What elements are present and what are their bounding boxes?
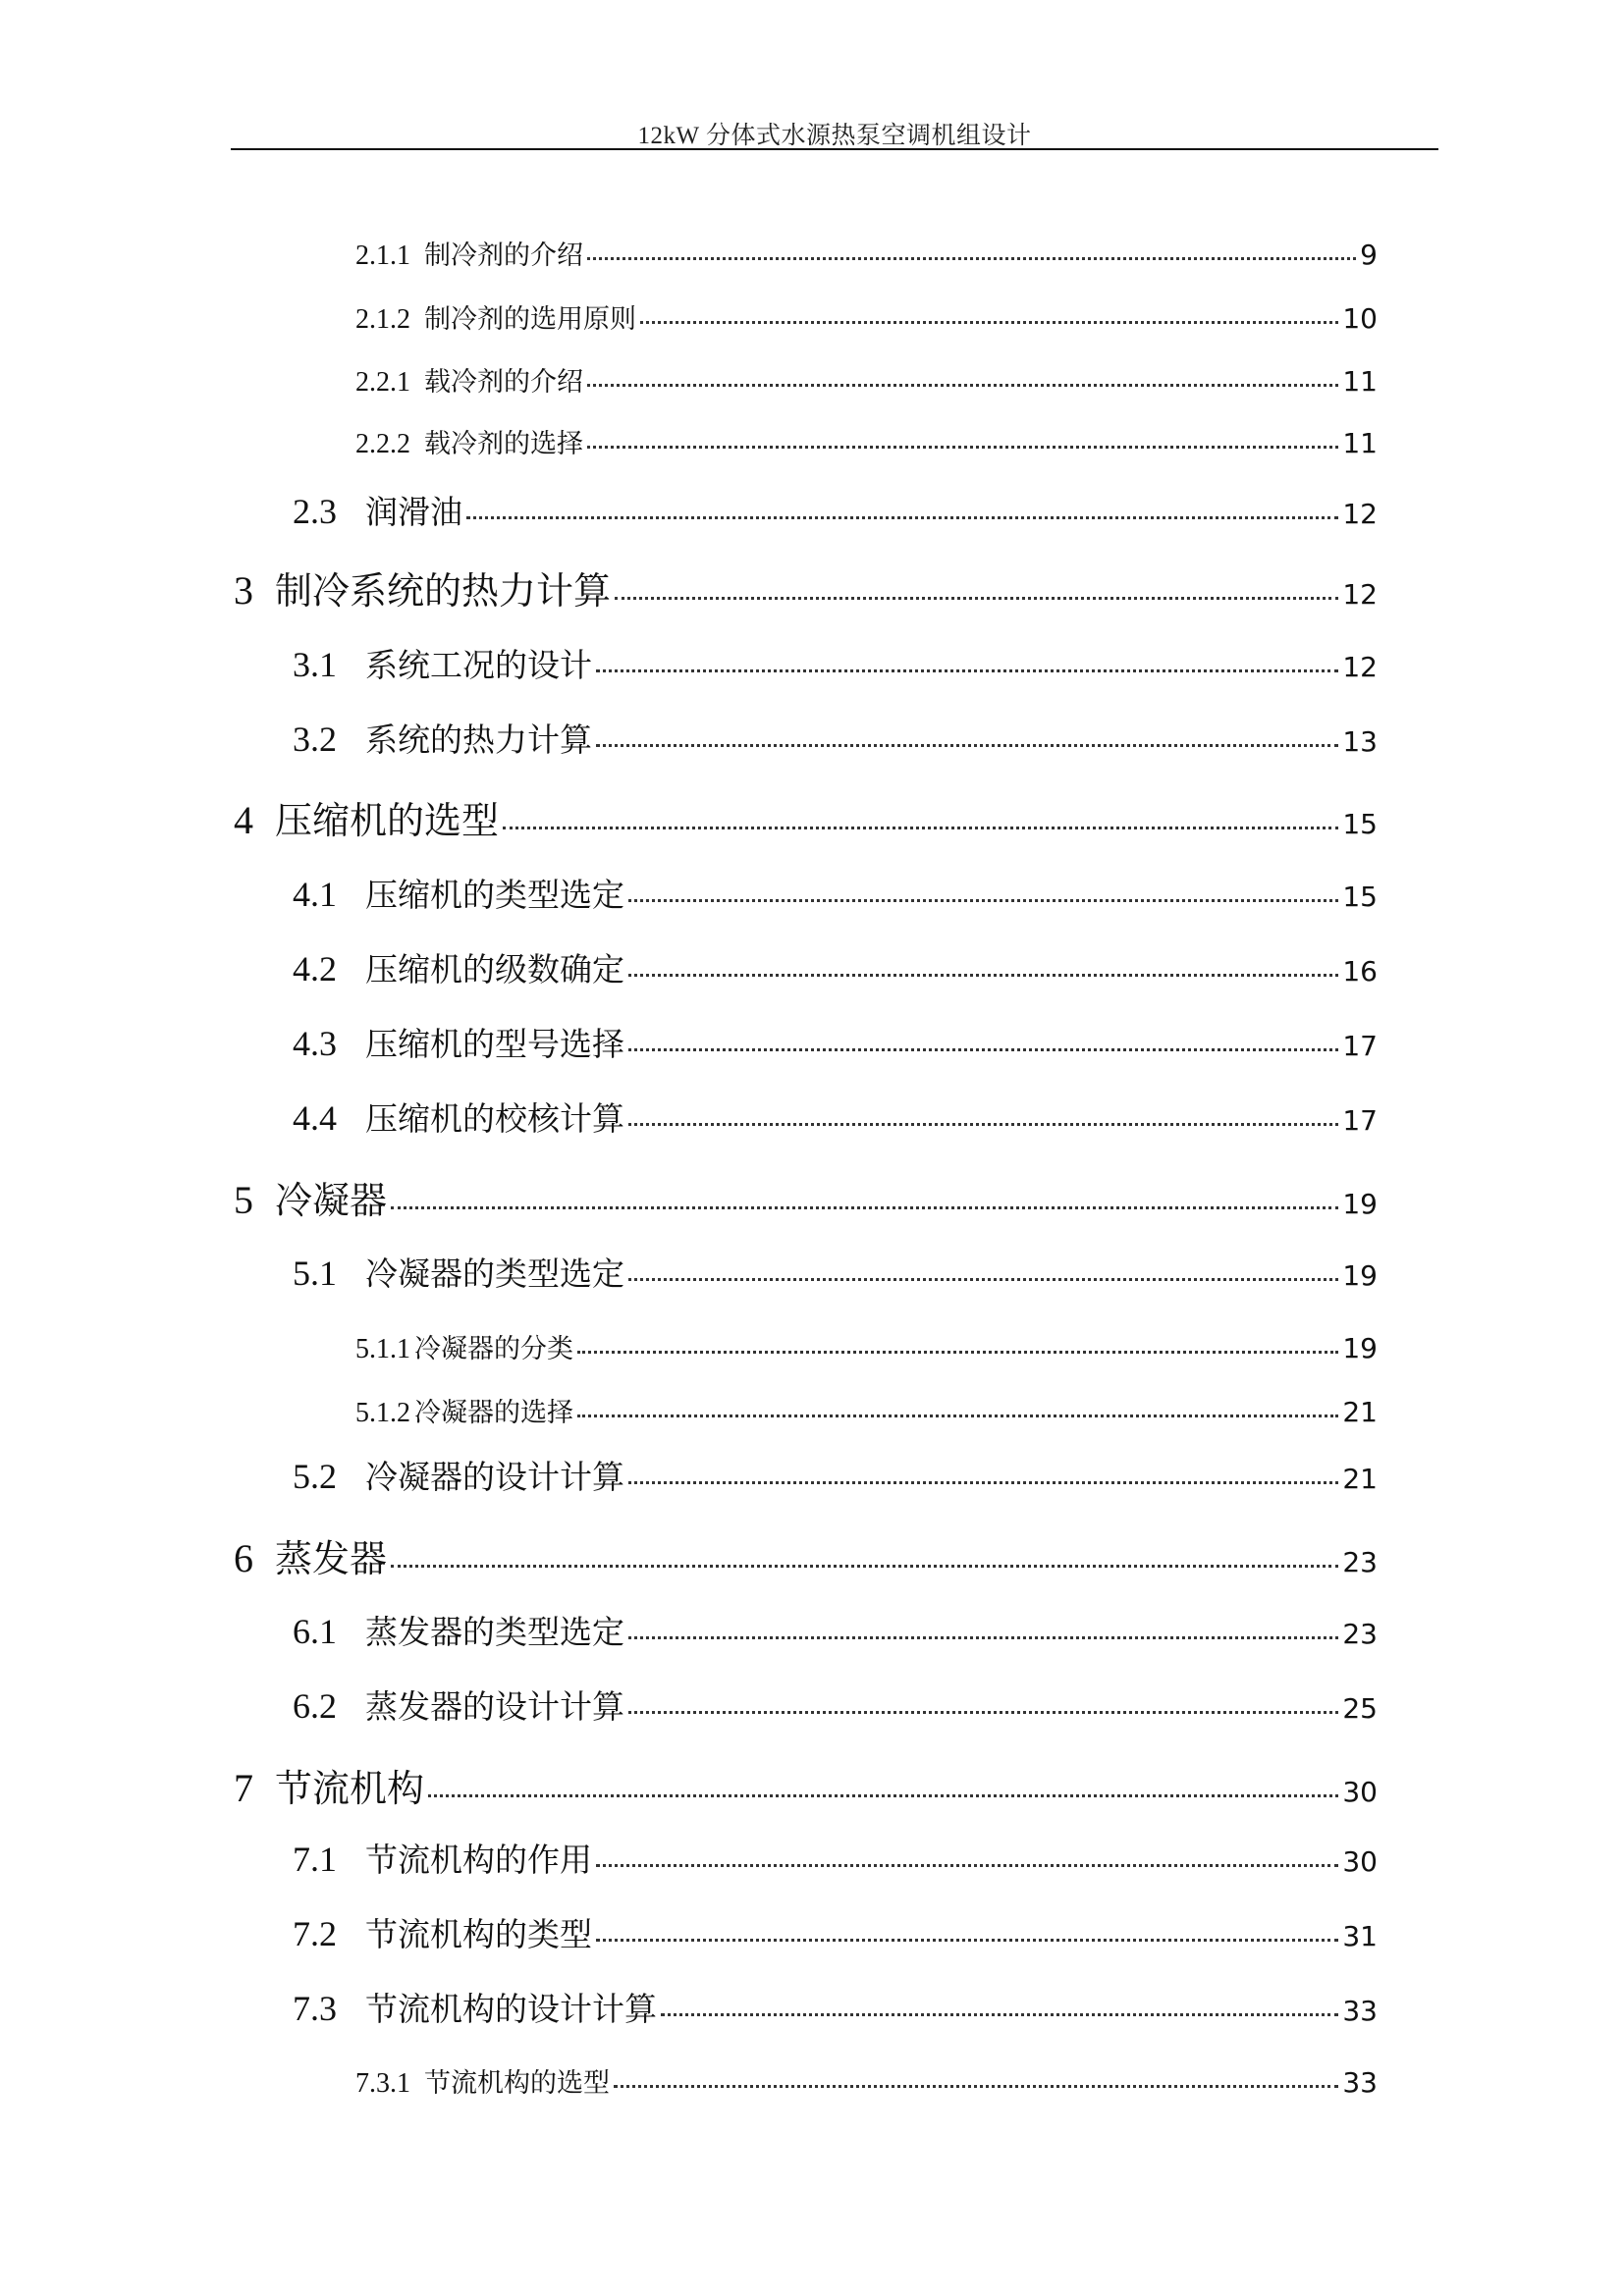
toc-entry-page: 33 bbox=[1342, 2066, 1378, 2099]
toc-entry-page: 10 bbox=[1342, 302, 1378, 335]
toc-entry-number: 5.2 bbox=[293, 1457, 337, 1496]
toc-entry-page: 13 bbox=[1342, 725, 1378, 758]
toc-entry-number: 6 bbox=[234, 1536, 253, 1580]
toc-entry-title: 压缩机的类型选定 bbox=[365, 876, 624, 914]
toc-dot-leader bbox=[615, 597, 1338, 600]
toc-entry-page: 15 bbox=[1342, 808, 1378, 840]
toc-entry-page: 9 bbox=[1360, 239, 1378, 271]
toc-entry-title: 压缩机的选型 bbox=[275, 799, 500, 842]
toc-entry-title: 冷凝器的选择 bbox=[414, 1398, 573, 1428]
toc-entry-7-1[interactable] bbox=[293, 1835, 1378, 1881]
toc-entry-page: 12 bbox=[1342, 651, 1378, 683]
toc-dot-leader bbox=[596, 744, 1338, 747]
toc-entry-title: 系统工况的设计 bbox=[365, 646, 592, 684]
toc-entry-title: 载冷剂的选择 bbox=[424, 429, 583, 459]
toc-entry-page: 21 bbox=[1342, 1396, 1378, 1428]
toc-entry-page: 33 bbox=[1342, 1995, 1378, 2027]
toc-entry-title: 制冷系统的热力计算 bbox=[275, 569, 612, 613]
toc-entry-number: 5.1.2 bbox=[355, 1398, 410, 1428]
toc-dot-leader bbox=[466, 516, 1338, 519]
toc-entry-number: 4.3 bbox=[293, 1024, 337, 1063]
toc-entry-page: 17 bbox=[1342, 1104, 1378, 1137]
toc-entry-title: 节流机构的类型 bbox=[365, 1915, 592, 1953]
toc-dot-leader bbox=[577, 1415, 1338, 1417]
toc-dot-leader bbox=[503, 827, 1338, 829]
toc-entry-4-3[interactable] bbox=[293, 1019, 1378, 1065]
toc-entry-4-4[interactable] bbox=[293, 1094, 1378, 1140]
toc-entry-5-1[interactable] bbox=[293, 1249, 1378, 1295]
toc-entry-5-2[interactable] bbox=[293, 1452, 1378, 1498]
toc-entry-number: 3.1 bbox=[293, 645, 337, 684]
toc-entry-page: 15 bbox=[1342, 881, 1378, 913]
toc-entry-number: 4 bbox=[234, 798, 253, 842]
toc-entry-title: 节流机构 bbox=[275, 1767, 425, 1810]
toc-entry-page: 21 bbox=[1342, 1463, 1378, 1495]
toc-dot-leader bbox=[628, 1048, 1338, 1051]
toc-dot-leader bbox=[391, 1206, 1338, 1209]
toc-dot-leader bbox=[628, 1123, 1338, 1126]
toc-entry-page: 31 bbox=[1342, 1920, 1378, 1952]
toc-entry-title: 冷凝器 bbox=[275, 1179, 388, 1222]
toc-entry-number: 2.1.1 bbox=[355, 240, 410, 271]
toc-entry-page: 12 bbox=[1342, 578, 1378, 611]
toc-dot-leader bbox=[596, 1864, 1338, 1867]
toc-entry-number: 4.4 bbox=[293, 1098, 337, 1138]
toc-entry-title: 节流机构的选型 bbox=[424, 2068, 610, 2099]
toc-entry-page: 30 bbox=[1342, 1776, 1378, 1808]
toc-dot-leader bbox=[587, 384, 1338, 387]
toc-entry-number: 2.2.1 bbox=[355, 367, 410, 398]
toc-entry-6[interactable] bbox=[234, 1528, 1378, 1582]
running-header: 12kW 分体式水源热泵空调机组设计 bbox=[637, 123, 1032, 149]
toc-entry-number: 2.2.2 bbox=[355, 429, 410, 459]
toc-entry-title: 制冷剂的选用原则 bbox=[424, 304, 636, 335]
toc-entry-number: 2.3 bbox=[293, 492, 337, 531]
toc-dot-leader bbox=[596, 1939, 1338, 1942]
toc-entry-number: 6.1 bbox=[293, 1612, 337, 1651]
toc-entry-number: 4.2 bbox=[293, 949, 337, 988]
toc-entry-title: 蒸发器的设计计算 bbox=[365, 1687, 624, 1726]
toc-entry-7-2[interactable] bbox=[293, 1909, 1378, 1955]
toc-entry-page: 19 bbox=[1342, 1188, 1378, 1220]
toc-entry-title: 系统的热力计算 bbox=[365, 721, 592, 759]
toc-entry-page: 17 bbox=[1342, 1030, 1378, 1062]
toc-entry-2-2-1[interactable] bbox=[355, 360, 1378, 399]
toc-entry-number: 7 bbox=[234, 1766, 253, 1810]
toc-entry-5-1-1[interactable] bbox=[355, 1327, 1378, 1365]
toc-entry-2-2-2[interactable] bbox=[355, 422, 1378, 460]
toc-dot-leader bbox=[577, 1351, 1338, 1354]
toc-entry-title: 冷凝器的设计计算 bbox=[365, 1458, 624, 1496]
toc-entry-5[interactable] bbox=[234, 1170, 1378, 1224]
toc-entry-4-1[interactable] bbox=[293, 870, 1378, 916]
toc-entry-title: 蒸发器的类型选定 bbox=[365, 1613, 624, 1651]
toc-dot-leader bbox=[628, 974, 1338, 977]
toc-entry-title: 制冷剂的介绍 bbox=[424, 240, 583, 271]
toc-dot-leader bbox=[628, 1481, 1338, 1484]
toc-entry-3-2[interactable] bbox=[293, 715, 1378, 761]
toc-entry-7[interactable] bbox=[234, 1758, 1378, 1812]
toc-entry-title: 节流机构的作用 bbox=[365, 1841, 592, 1879]
toc-entry-number: 7.3.1 bbox=[355, 2068, 410, 2099]
header-rule bbox=[231, 148, 1438, 150]
toc-entry-number: 6.2 bbox=[293, 1686, 337, 1726]
toc-entry-3-1[interactable] bbox=[293, 640, 1378, 686]
toc-entry-page: 30 bbox=[1342, 1845, 1378, 1878]
toc-entry-number: 7.2 bbox=[293, 1914, 337, 1953]
toc-entry-page: 12 bbox=[1342, 498, 1378, 530]
toc-entry-6-1[interactable] bbox=[293, 1607, 1378, 1653]
toc-entry-number: 2.1.2 bbox=[355, 304, 410, 335]
toc-entry-number: 3.2 bbox=[293, 720, 337, 759]
toc-dot-leader bbox=[661, 2013, 1338, 2016]
toc-entry-title: 压缩机的级数确定 bbox=[365, 950, 624, 988]
toc-entry-2-1-1[interactable] bbox=[355, 234, 1378, 272]
toc-dot-leader bbox=[428, 1794, 1338, 1797]
toc-dot-leader bbox=[391, 1565, 1338, 1568]
toc-entry-number: 3 bbox=[234, 568, 253, 613]
toc-entry-7-3[interactable] bbox=[293, 1984, 1378, 2030]
toc-entry-5-1-2[interactable] bbox=[355, 1391, 1378, 1429]
toc-dot-leader bbox=[640, 321, 1338, 324]
toc-entry-title: 压缩机的校核计算 bbox=[365, 1099, 624, 1138]
toc-entry-page: 23 bbox=[1342, 1546, 1378, 1578]
toc-dot-leader bbox=[628, 1636, 1338, 1639]
toc-entry-page: 25 bbox=[1342, 1692, 1378, 1725]
toc-dot-leader bbox=[587, 257, 1356, 260]
toc-entry-4-2[interactable] bbox=[293, 944, 1378, 990]
toc-entry-title: 蒸发器 bbox=[275, 1537, 388, 1580]
toc-entry-title: 冷凝器的分类 bbox=[414, 1334, 573, 1364]
toc-entry-page: 16 bbox=[1342, 955, 1378, 988]
toc-entry-page: 23 bbox=[1342, 1618, 1378, 1650]
toc-dot-leader bbox=[628, 1711, 1338, 1714]
toc-entry-2-3[interactable] bbox=[293, 487, 1378, 533]
toc-dot-leader bbox=[614, 2085, 1338, 2088]
toc-entry-title: 润滑油 bbox=[365, 493, 462, 531]
toc-entry-title: 节流机构的设计计算 bbox=[365, 1990, 657, 2028]
toc-entry-page: 19 bbox=[1342, 1332, 1378, 1364]
toc-entry-number: 5 bbox=[234, 1178, 253, 1222]
toc-entry-3[interactable] bbox=[234, 561, 1378, 614]
toc-dot-leader bbox=[587, 446, 1338, 449]
toc-entry-title: 冷凝器的类型选定 bbox=[365, 1255, 624, 1293]
toc-entry-number: 7.1 bbox=[293, 1840, 337, 1879]
toc-entry-number: 5.1.1 bbox=[355, 1334, 410, 1364]
toc-entry-2-1-2[interactable] bbox=[355, 297, 1378, 336]
toc-entry-number: 5.1 bbox=[293, 1254, 337, 1293]
toc-entry-6-2[interactable] bbox=[293, 1682, 1378, 1728]
toc-entry-page: 11 bbox=[1342, 365, 1378, 398]
toc-entry-page: 19 bbox=[1342, 1259, 1378, 1292]
toc-entry-4[interactable] bbox=[234, 790, 1378, 844]
toc-entry-title: 压缩机的型号选择 bbox=[365, 1025, 624, 1063]
toc-entry-7-3-1[interactable] bbox=[355, 2061, 1378, 2100]
toc-dot-leader bbox=[596, 669, 1338, 672]
toc-dot-leader bbox=[628, 899, 1338, 902]
toc-entry-page: 11 bbox=[1342, 427, 1378, 459]
toc-entry-number: 4.1 bbox=[293, 875, 337, 914]
toc-entry-title: 载冷剂的介绍 bbox=[424, 367, 583, 398]
toc-dot-leader bbox=[628, 1278, 1338, 1281]
toc-entry-number: 7.3 bbox=[293, 1989, 337, 2028]
